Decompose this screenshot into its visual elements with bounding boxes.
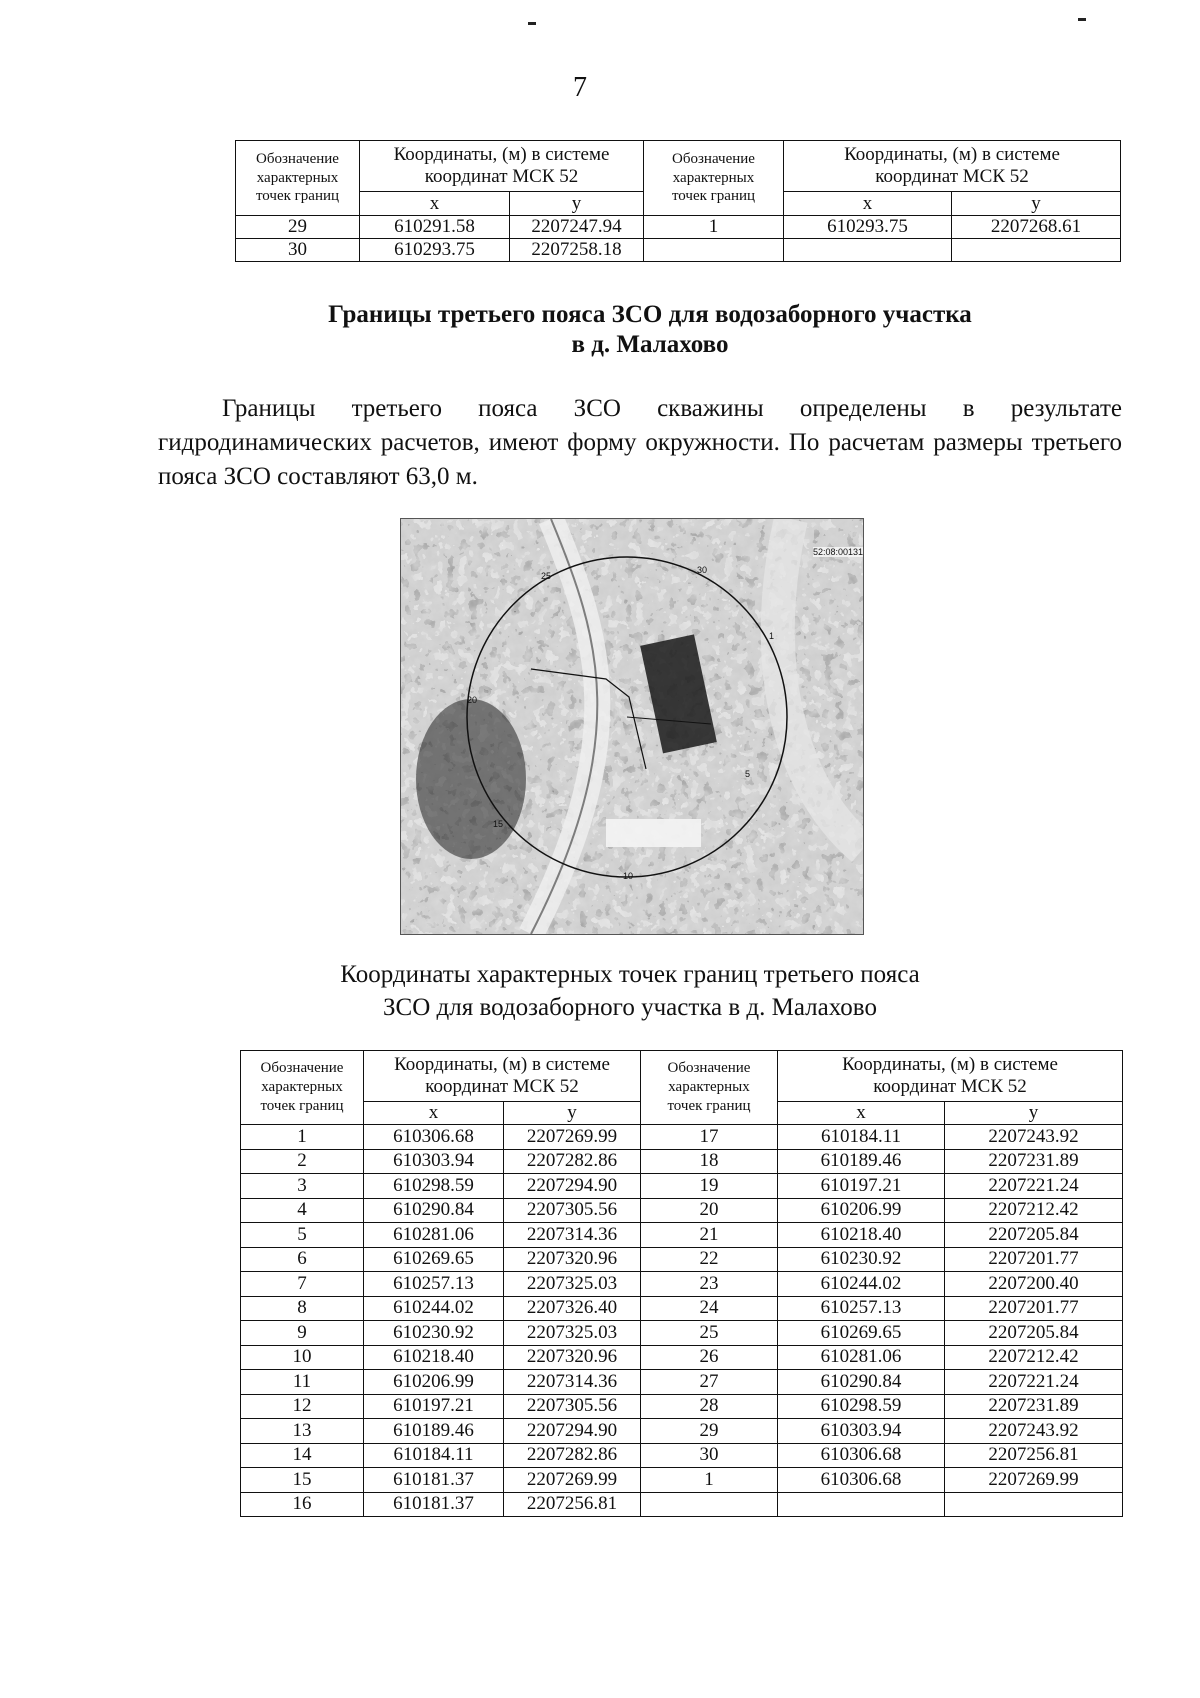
y-value: 2207205.84: [945, 1223, 1123, 1248]
point-id: 10: [241, 1345, 364, 1370]
point-id: 15: [241, 1468, 364, 1493]
point-id: 5: [241, 1223, 364, 1248]
y-value: 2207256.81: [504, 1492, 641, 1517]
point-id: 28: [641, 1394, 778, 1419]
x-value: 610189.46: [778, 1149, 945, 1174]
x-value: 610293.75: [784, 216, 952, 239]
y-value: [952, 239, 1121, 262]
x-value: 610244.02: [778, 1272, 945, 1297]
table-row: [236, 216, 1121, 239]
x-value: 610306.68: [364, 1125, 504, 1150]
table-row: [241, 1125, 1123, 1150]
body-paragraph: [158, 392, 1122, 494]
point-id: 14: [241, 1443, 364, 1468]
boundary-point-label: 25: [541, 571, 552, 581]
table-row: [241, 1370, 1123, 1395]
section-heading: [150, 300, 1150, 360]
y-value: 2207201.77: [945, 1247, 1123, 1272]
point-id: 12: [241, 1394, 364, 1419]
top-coordinates-table: [235, 140, 1121, 262]
table-row: [241, 1174, 1123, 1199]
section-heading-line2: в д. Малахово: [571, 331, 729, 358]
table-row: [241, 1223, 1123, 1248]
table-row: [236, 239, 1121, 262]
table-row: [241, 1345, 1123, 1370]
y-value: 2207256.81: [945, 1443, 1123, 1468]
x-value: 610303.94: [364, 1149, 504, 1174]
point-id: 4: [241, 1198, 364, 1223]
point-id: 1: [241, 1125, 364, 1150]
table-row: [241, 1149, 1123, 1174]
y-value: 2207269.99: [945, 1468, 1123, 1493]
y-value: 2207269.99: [504, 1468, 641, 1493]
table-row: [241, 1492, 1123, 1517]
point-id: 30: [641, 1443, 778, 1468]
point-id: 20: [641, 1198, 778, 1223]
coord-system-header-right: Координаты, (м) в системе координат МСК 52: [784, 141, 1121, 192]
point-id: 29: [641, 1419, 778, 1444]
page-number: 7: [573, 72, 587, 103]
point-id: 21: [641, 1223, 778, 1248]
point-id: 23: [641, 1272, 778, 1297]
table-row: [241, 1296, 1123, 1321]
table-row: [241, 1198, 1123, 1223]
y-value: 2207320.96: [504, 1247, 641, 1272]
x-value: 610306.68: [778, 1468, 945, 1493]
boundary-point-label: 1: [769, 631, 775, 641]
y-value: 2207247.94: [510, 216, 644, 239]
table-row: [241, 1272, 1123, 1297]
point-id: 27: [641, 1370, 778, 1395]
x-value: 610257.13: [364, 1272, 504, 1297]
point-label-header-right: Обозначение характерных точек границ: [644, 141, 784, 216]
y-header-left: y: [504, 1102, 641, 1125]
x-value: 610181.37: [364, 1492, 504, 1517]
x-value: 610269.65: [364, 1247, 504, 1272]
point-id: [641, 1492, 778, 1517]
table-caption-line2: ЗСО для водозаборного участка в д. Малахово: [383, 994, 877, 1021]
coord-system-header-left: Координаты, (м) в системе координат МСК 52: [360, 141, 644, 192]
table-row: [241, 1247, 1123, 1272]
x-value: 610189.46: [364, 1419, 504, 1444]
point-id: 16: [241, 1492, 364, 1517]
y-header-right: y: [952, 192, 1121, 216]
x-header-left: x: [364, 1102, 504, 1125]
section-heading-line1: Границы третьего пояса ЗСО для водозаборного участка: [328, 301, 972, 328]
x-value: 610197.21: [364, 1394, 504, 1419]
point-id: 29: [236, 216, 360, 239]
table-caption: [200, 958, 1060, 1024]
y-value: 2207243.92: [945, 1419, 1123, 1444]
y-value: 2207282.86: [504, 1149, 641, 1174]
table-caption-line1: Координаты характерных точек границ третьего пояса: [340, 961, 920, 988]
y-value: [945, 1492, 1123, 1517]
y-value: 2207269.99: [504, 1125, 641, 1150]
y-value: 2207231.89: [945, 1394, 1123, 1419]
point-id: 26: [641, 1345, 778, 1370]
y-value: 2207212.42: [945, 1345, 1123, 1370]
y-value: 2207212.42: [945, 1198, 1123, 1223]
x-header-left: x: [360, 192, 510, 216]
x-value: 610181.37: [364, 1468, 504, 1493]
point-id: 24: [641, 1296, 778, 1321]
point-id: 2: [241, 1149, 364, 1174]
y-value: 2207201.77: [945, 1296, 1123, 1321]
scan-mark-right: [1078, 18, 1086, 21]
y-value: 2207320.96: [504, 1345, 641, 1370]
y-value: 2207305.56: [504, 1198, 641, 1223]
y-value: 2207325.03: [504, 1321, 641, 1346]
x-value: 610291.58: [360, 216, 510, 239]
x-value: 610218.40: [778, 1223, 945, 1248]
table-row: [241, 1394, 1123, 1419]
point-id: 30: [236, 239, 360, 262]
point-label-header-right: Обозначение характерных точек границ: [641, 1051, 778, 1125]
point-id: 17: [641, 1125, 778, 1150]
x-value: 610244.02: [364, 1296, 504, 1321]
body-paragraph-text: Границы третьего пояса ЗСО скважины определены в результате гидродинамических расчетов, имеют форму окружности. По расчетам размеры третьего пояса ЗСО составляют 63,0 м.: [158, 395, 1122, 490]
y-value: 2207294.90: [504, 1174, 641, 1199]
table-row: [241, 1443, 1123, 1468]
x-value: 610269.65: [778, 1321, 945, 1346]
x-value: 610257.13: [778, 1296, 945, 1321]
y-header-right: y: [945, 1102, 1123, 1125]
point-id: 7: [241, 1272, 364, 1297]
point-id: 19: [641, 1174, 778, 1199]
boundary-point-label: 10: [623, 871, 634, 881]
scan-mark-left: [528, 22, 536, 25]
y-value: 2207221.24: [945, 1370, 1123, 1395]
x-value: 610206.99: [364, 1370, 504, 1395]
coord-system-header-right: Координаты, (м) в системе координат МСК 52: [778, 1051, 1123, 1102]
table-row: [241, 1419, 1123, 1444]
point-label-header-left: Обозначение характерных точек границ: [236, 141, 360, 216]
x-value: 610306.68: [778, 1443, 945, 1468]
point-id: 13: [241, 1419, 364, 1444]
x-value: 610281.06: [778, 1345, 945, 1370]
point-id: 1: [644, 216, 784, 239]
x-value: [784, 239, 952, 262]
point-id: 8: [241, 1296, 364, 1321]
point-id: 11: [241, 1370, 364, 1395]
point-id: 22: [641, 1247, 778, 1272]
main-coordinates-table: [240, 1050, 1123, 1517]
y-value: 2207221.24: [945, 1174, 1123, 1199]
satellite-map-image: [400, 518, 864, 935]
x-value: 610290.84: [778, 1370, 945, 1395]
coord-system-header-left: Координаты, (м) в системе координат МСК 52: [364, 1051, 641, 1102]
x-value: 610184.11: [364, 1443, 504, 1468]
y-value: 2207325.03: [504, 1272, 641, 1297]
point-id: 18: [641, 1149, 778, 1174]
y-header-left: y: [510, 192, 644, 216]
x-value: [778, 1492, 945, 1517]
x-value: 610303.94: [778, 1419, 945, 1444]
point-id: [644, 239, 784, 262]
y-value: 2207294.90: [504, 1419, 641, 1444]
x-value: 610230.92: [364, 1321, 504, 1346]
boundary-point-label: 20: [467, 695, 478, 705]
y-value: 2207200.40: [945, 1272, 1123, 1297]
x-value: 610298.59: [778, 1394, 945, 1419]
point-id: 6: [241, 1247, 364, 1272]
point-label-header-left: Обозначение характерных точек границ: [241, 1051, 364, 1125]
point-id: 25: [641, 1321, 778, 1346]
boundary-point-label: 30: [697, 565, 708, 575]
boundary-point-label: 15: [493, 819, 504, 829]
x-value: 610197.21: [778, 1174, 945, 1199]
x-value: 610206.99: [778, 1198, 945, 1223]
y-value: 2207268.61: [952, 216, 1121, 239]
cadastral-label: 52:08:00131: [813, 547, 864, 557]
y-value: 2207326.40: [504, 1296, 641, 1321]
x-header-right: x: [778, 1102, 945, 1125]
y-value: 2207314.36: [504, 1223, 641, 1248]
point-id: 3: [241, 1174, 364, 1199]
point-id: 9: [241, 1321, 364, 1346]
table-row: [241, 1321, 1123, 1346]
y-value: 2207231.89: [945, 1149, 1123, 1174]
boundary-point-label: 5: [745, 769, 751, 779]
x-header-right: x: [784, 192, 952, 216]
table-row: [241, 1468, 1123, 1493]
x-value: 610230.92: [778, 1247, 945, 1272]
x-value: 610293.75: [360, 239, 510, 262]
y-value: 2207243.92: [945, 1125, 1123, 1150]
y-value: 2207205.84: [945, 1321, 1123, 1346]
x-value: 610290.84: [364, 1198, 504, 1223]
y-value: 2207314.36: [504, 1370, 641, 1395]
x-value: 610298.59: [364, 1174, 504, 1199]
x-value: 610281.06: [364, 1223, 504, 1248]
y-value: 2207305.56: [504, 1394, 641, 1419]
x-value: 610184.11: [778, 1125, 945, 1150]
x-value: 610218.40: [364, 1345, 504, 1370]
y-value: 2207258.18: [510, 239, 644, 262]
y-value: 2207282.86: [504, 1443, 641, 1468]
point-id: 1: [641, 1468, 778, 1493]
